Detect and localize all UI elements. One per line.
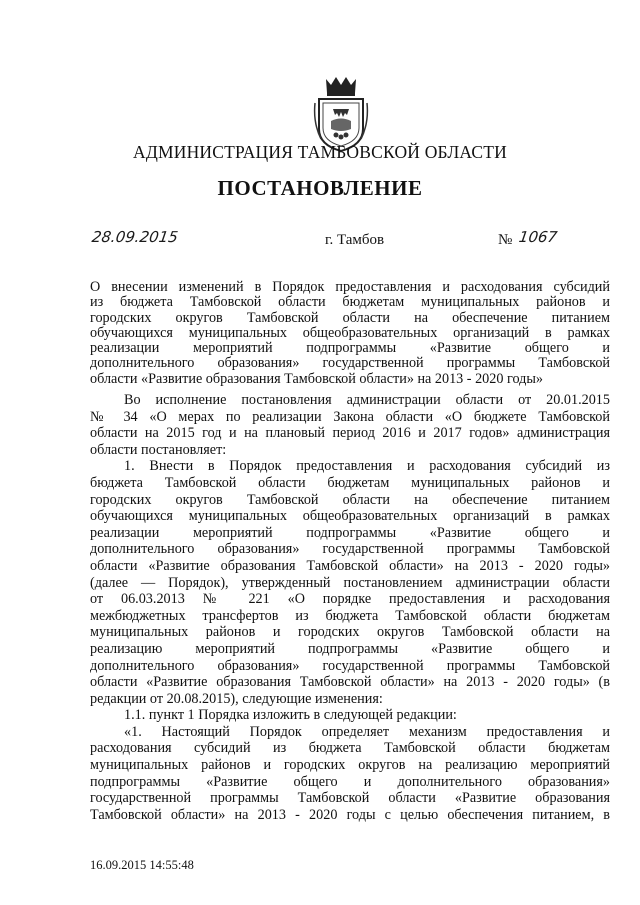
subject-line: обучающихся муниципальных общеобразовательных организаций в рамках xyxy=(90,324,610,341)
subject-line: городских округов Тамбовской области на обеспечение питанием xyxy=(90,309,610,326)
body-line: 1.1. пункт 1 Порядка изложить в следующей редакции: xyxy=(124,707,457,724)
subject-line: дополнительного образования» государственной программы Тамбовской xyxy=(90,355,610,372)
body-line: области «Развитие образования Тамбовской области» на 2013 - 2020 годы» xyxy=(90,557,610,574)
body-line: дополнительного образования» государственной программы Тамбовской xyxy=(90,657,610,674)
subject-line: реализации мероприятий подпрограммы «Развитие общего и xyxy=(90,340,610,357)
body-line: «1. Настоящий Порядок определяет механизм предоставления и xyxy=(124,723,610,740)
document-type: ПОСТАНОВЛЕНИЕ xyxy=(217,176,423,200)
print-timestamp: 16.09.2015 14:55:48 xyxy=(90,858,194,872)
document-body xyxy=(90,392,610,823)
body-line: Во исполнение постановления администрации области от 20.01.2015 xyxy=(124,392,610,408)
body-line: подпрограммы «Развитие общего и дополнительного образования» xyxy=(90,773,610,790)
document-number-label: № xyxy=(498,232,513,248)
body-line: обучающихся муниципальных общеобразовательных организаций в рамках xyxy=(90,508,610,525)
body-line: бюджета Тамбовской области бюджетам муниципальных районов и xyxy=(90,474,610,491)
body-line: государственной программы Тамбовской области «Развитие образования xyxy=(90,790,610,807)
subject-line: из бюджета Тамбовской области бюджетам муниципальных районов и xyxy=(90,294,610,311)
body-line: редакции от 20.08.2015), следующие изменения: xyxy=(90,690,383,707)
document-date: 28.09.2015 xyxy=(90,228,180,246)
subject-line: области «Развитие образования Тамбовской области» на 2013 - 2020 годы» xyxy=(90,370,543,387)
coat-of-arms-icon xyxy=(311,73,371,153)
body-line: муниципальных районов и городских округов на реализацию мероприятий xyxy=(90,757,610,774)
body-line: межбюджетных трансфертов из бюджета Тамбовской области бюджетам xyxy=(90,607,610,624)
body-line: Тамбовской области» на 2013 - 2020 годы с целью обеспечения питанием, в xyxy=(90,806,610,823)
body-line: дополнительного образования» государственной программы Тамбовской xyxy=(90,541,610,558)
body-line: области на 2015 год и на плановый период 2016 и 2017 годов» администрация xyxy=(90,425,610,442)
body-line: области постановляет: xyxy=(90,441,227,458)
body-line: реализации мероприятий подпрограммы «Развитие общего и xyxy=(90,524,610,541)
body-line: городских округов Тамбовской области на обеспечение питанием xyxy=(90,491,610,508)
agency-name: АДМИНИСТРАЦИЯ ТАМБОВСКОЙ ОБЛАСТИ xyxy=(133,142,507,162)
body-line: (далее — Порядок), утвержденный постановлением администрации области xyxy=(90,574,610,591)
body-line: муниципальных районов и городских округов Тамбовской области на xyxy=(90,624,610,641)
document-number: 1067 xyxy=(517,228,559,246)
document-city: г. Тамбов xyxy=(325,232,385,248)
body-line: от 06.03.2013 № 221 «О порядке предоставления и расходования xyxy=(90,591,610,608)
body-line: № 34 «О мерах по реализации Закона области «О бюджете Тамбовской xyxy=(90,408,610,425)
body-line: области «Развитие образования Тамбовской области» на 2013 - 2020 годы» (в xyxy=(90,674,610,691)
body-line: расходования субсидий из бюджета Тамбовской области бюджетам xyxy=(90,740,610,757)
body-line: реализацию мероприятий подпрограммы «Развитие общего и xyxy=(90,640,610,657)
document-subject xyxy=(90,280,610,387)
body-line: 1. Внести в Порядок предоставления и расходования субсидий из xyxy=(124,458,610,475)
subject-line: О внесении изменений в Порядок предоставления и расходования субсидий xyxy=(90,279,610,295)
